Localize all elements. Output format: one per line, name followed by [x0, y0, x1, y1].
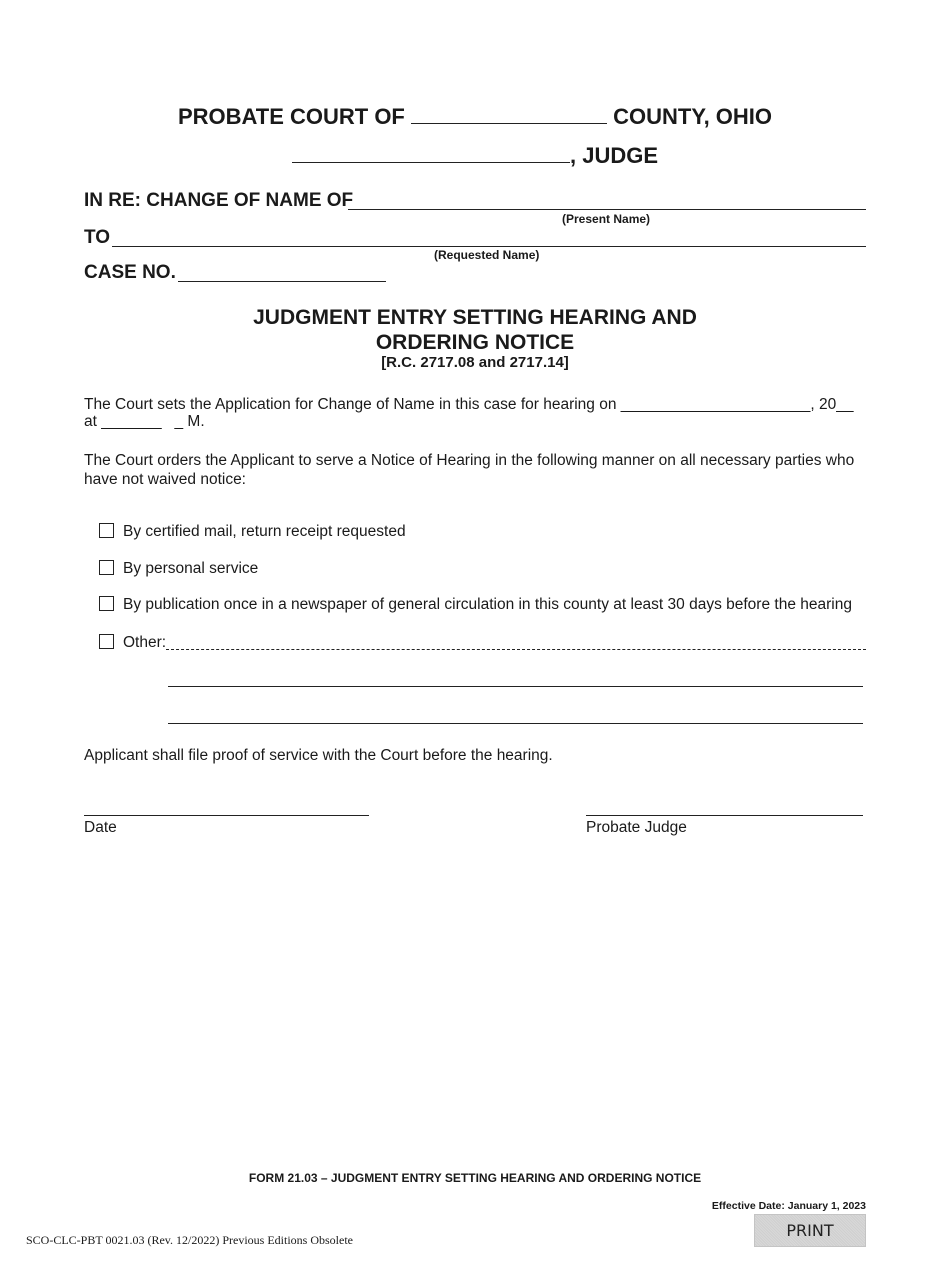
court-prefix: PROBATE COURT OF [177, 104, 405, 129]
present-name-label: (Present Name) [562, 212, 651, 226]
to-label: TO [84, 227, 111, 248]
date-label: Date [84, 819, 117, 836]
case-no-label: CASE NO. [84, 262, 176, 283]
judge-suffix: , JUDGE [569, 143, 659, 168]
effective-date: Effective Date: January 1, 2023 [711, 1200, 866, 1212]
in-re-label: IN RE: CHANGE OF NAME OF [84, 190, 354, 211]
other-label: Other: [123, 634, 167, 651]
proof-of-service-text: Applicant shall file proof of service with the Court before the hearing. [84, 747, 553, 764]
certified-mail-label: By certified mail, return receipt requested [123, 523, 406, 540]
court-heading [0, 104, 950, 130]
other-checkbox[interactable] [99, 634, 114, 649]
requested-name-field[interactable] [112, 246, 866, 247]
court-suffix: COUNTY, OHIO [613, 104, 773, 129]
county-field[interactable] [411, 122, 607, 124]
title-line-2: ORDERING NOTICE [375, 331, 575, 354]
print-button[interactable]: PRINT [754, 1214, 866, 1247]
judge-heading [0, 143, 950, 169]
requested-name-label: (Requested Name) [434, 248, 540, 262]
judge-signature-line[interactable] [586, 815, 863, 816]
document-title [0, 305, 950, 355]
publication-label: By publication once in a newspaper of general circulation in this county at least 30 days before the hearing [123, 596, 852, 613]
probate-judge-label: Probate Judge [586, 819, 687, 836]
publication-checkbox[interactable] [99, 596, 114, 611]
form-code: SCO-CLC-PBT 0021.03 (Rev. 12/2022) Previous Editions Obsolete [26, 1233, 353, 1247]
judge-name-field[interactable] [292, 161, 570, 163]
title-line-1: JUDGMENT ENTRY SETTING HEARING AND [253, 306, 697, 329]
order-paragraph: The Court orders the Applicant to serve a Notice of Hearing in the following manner on all necessary parties who have not waived notice: [84, 452, 855, 488]
form-footer-title: FORM 21.03 – JUDGMENT ENTRY SETTING HEARING AND ORDERING NOTICE [248, 1171, 702, 1185]
hearing-sentence: The Court sets the Application for Change of Name in this case for hearing on ______________________, 20__ [84, 396, 854, 413]
other-field-line-3[interactable] [168, 723, 863, 724]
hearing-time: at _______ _ M. [84, 413, 205, 430]
certified-mail-checkbox[interactable] [99, 523, 114, 538]
personal-service-checkbox[interactable] [99, 560, 114, 575]
present-name-field[interactable] [348, 209, 866, 210]
date-signature-line[interactable] [84, 815, 369, 816]
other-field-line-1[interactable] [166, 649, 866, 650]
other-field-line-2[interactable] [168, 686, 863, 687]
personal-service-label: By personal service [123, 560, 259, 577]
statute-citation: [R.C. 2717.08 and 2717.14] [381, 354, 569, 371]
case-no-field[interactable] [178, 281, 386, 282]
